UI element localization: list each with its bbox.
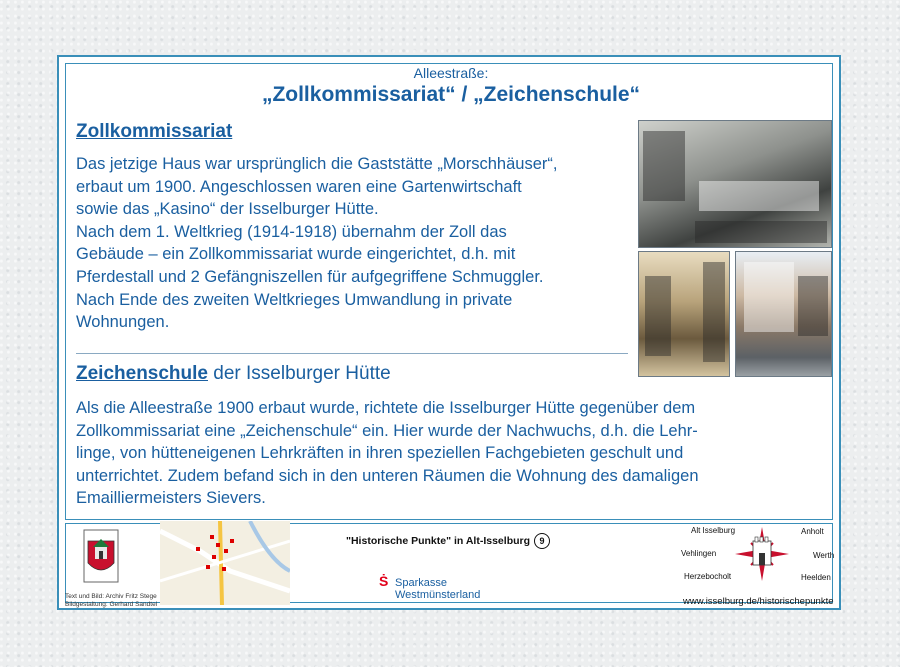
text-line: sowie das „Kasino“ der Isselburger Hütte. [76, 200, 379, 219]
text-line: Gebäude – ein Zollkommissariat wurde eingerichtet, d.h. mit [76, 245, 516, 264]
text-line: Pferdestall und 2 Gefängniszellen für aufgegriffene Schmuggler. [76, 267, 544, 286]
place-heelden: Heelden [801, 573, 831, 582]
section-heading-rest: der Isselburger Hütte [208, 363, 391, 384]
section-heading-underlined: Zeichenschule [76, 363, 208, 384]
section-text-zollkommissariat [76, 153, 557, 334]
location-map [160, 521, 290, 605]
text-line: Emailliermeisters Sievers. [76, 489, 266, 508]
text-line: Nach dem 1. Weltkrieg (1914-1918) übernahm der Zoll das [76, 222, 507, 241]
text-line: Als die Alleestraße 1900 erbaut wurde, richtete die Isselburger Hütte gegenüber dem [76, 399, 696, 417]
text-line: Nach Ende des zweiten Weltkrieges Umwandlung in private [76, 290, 513, 309]
place-alt-isselburg: Alt Isselburg [691, 526, 736, 535]
point-number-badge: 9 [534, 533, 550, 549]
section-heading-zeichenschule [76, 363, 391, 385]
text-line: Das jetzige Haus war ursprünglich die Gaststätte „Morschhäuser“, [76, 155, 558, 173]
series-title: "Historische Punkte" in Alt-Isselburg [346, 534, 531, 547]
text-line: unterrichtet. Zudem befand sich in den unteren Räumen die Wohnung des damaligen [76, 466, 699, 485]
text-line: linge, von hütteneigenen Lehrkräften in ihren speziellen Fachgebieten geschult und [76, 444, 684, 463]
town-compass-emblem-icon [733, 525, 791, 583]
text-line: erbaut um 1900. Angeschlossen waren eine Gartenwirtschaft [76, 177, 522, 196]
section-heading-zollkommissariat: Zollkommissariat [76, 121, 233, 142]
sponsor-region: Westmünsterland [395, 589, 481, 601]
place-anholt: Anholt [801, 527, 824, 536]
info-board [57, 55, 841, 610]
website-link[interactable]: www.isselburg.de/historischepunkte [683, 596, 834, 607]
street-label: Alleestraße: [413, 65, 489, 81]
historic-photo-street [638, 251, 730, 377]
text-line: Zollkommissariat eine „Zeichenschule“ ein. Hier wurde der Nachwuchs, d.h. die Lehr- [76, 421, 698, 440]
section-divider [76, 353, 628, 354]
credit-text: Text und Bild: Archiv Fritz Stege [65, 593, 157, 600]
place-vehlingen: Vehlingen [681, 549, 717, 558]
credit-design: Bildgestaltung: Gerhard Sandtel [65, 601, 158, 608]
current-photo-street [735, 251, 832, 377]
sparkasse-logo-icon: Ṡ [379, 573, 389, 589]
sponsor-name: Sparkasse [395, 577, 447, 589]
place-herzebocholt: Herzebocholt [684, 572, 732, 581]
sponsor-sparkasse [379, 573, 481, 601]
series-label [346, 533, 550, 549]
place-werth: Werth [813, 551, 835, 560]
historic-photo-gasthaus [638, 120, 832, 248]
credits [65, 593, 157, 609]
page-title: „Zollkommissariat“ / „Zeichenschule“ [261, 83, 641, 106]
section-text-zeichenschule [76, 397, 699, 510]
isselburg-coat-of-arms-icon [83, 529, 119, 583]
text-line: Wohnungen. [76, 313, 170, 332]
